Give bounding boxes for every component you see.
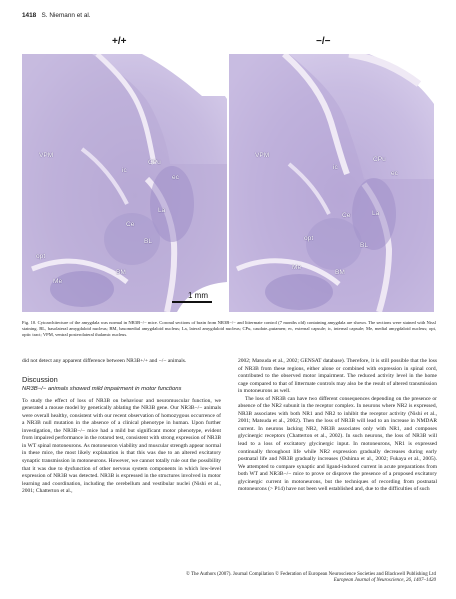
genotype-label-wildtype: +/+ (112, 36, 127, 47)
region-label-la: La (372, 210, 380, 217)
scale-bar-label: 1 mm (188, 291, 208, 300)
scale-bar (172, 301, 212, 303)
region-label-opt: opt (36, 253, 46, 260)
figure-number: Fig. 10. (22, 320, 37, 325)
paragraph: 2002; Matsuda et al., 2002; GENSAT database). Therefore, it is still possible that the loss of NR3B from these regions, either alone or combined with expression in spinal cord, contributed to the observed motor impairment. The reduced activity level in the home cage compared to that of littermate controls may also be the result of altered transmission in motoneurons as well. (238, 358, 437, 395)
page-number: 1418 (22, 12, 37, 19)
subsection-heading: NR3B−/− animals showed mild impairment in motor functions (22, 386, 182, 393)
running-header (22, 12, 91, 19)
region-label-ce: Ce (342, 212, 351, 219)
region-label-cpu: CPu (148, 159, 161, 166)
section-heading: Discussion (22, 374, 58, 384)
region-label-cpu: CPu (373, 156, 386, 163)
paragraph: The loss of NR3B can have two different consequences depending on the presence or absence of the NR2 subunit in the receptor complex. In neurons where NR2 is expressed, NR3B associates with both NR1 and NR2 to inhibit the receptor activity (Nishi et al., 2001; Matsuda et al., 2002). Then the loss of NR3B will lead to an increase in NMDAR current. In neurons lacking NR2, NR3B associates only with NR1, and composes glycinergic receptors (Chatterton et al., 2002). In such neurons, the loss of NR3B will lead to a loss of excitatory glycinergic input. In motoneurons, NR1 is expressed continually throughout life while NR2 expression gradually decreases during early postnatal life and NR3B gradually increases (Oshima et al., 2002; Fukaya et al., 2005). We attempted to compare synaptic and ligand-induced current in acute preparations from both WT and NR3B−/− mice to prove or disprove the presence of a proposed excitatory glycinergic current in motoneurons, but the techniques of recording from postnatal motoneurons (> P14) have not been well established and, due to the difficulties of such (238, 395, 437, 493)
region-label-ic: ic (122, 167, 127, 174)
journal-citation: European Journal of Neuroscience, 26, 1407–1420 (333, 578, 436, 584)
region-label-me: Me (292, 264, 302, 271)
paragraph: To study the effect of loss of NR3B on behaviour and neuromuscular function, we generated a mouse model by genetically ablating the NR3B gene. Our NR3B−/− animals were overall healthy, consistent with our recent observation of homozygous occurrence of a NR3B null mutation in the absence of a clinical phenotype in human. Upon further investigation, the NR3B−/− mice had a mild but significant motor phenotype, evident from impaired performance in the rotarod test, consistent with strong expression of NR3B in WT spinal motoneurons. As motoneuron viability and muscular strength appear normal in these mice, the most likely explanation is that this was due to an altered excitatory synaptic transmission in motoneurons. However, we cannot totally rule out the possibility that it was due to dysfunction of other nervous system components in which low-level expression of NR3B was detected. NR3B is expressed in the structures involved in motor learning and coordination, including the cerebellum and vestibular nuclei (Nishi et al., 2001; Chatterton et al., (22, 397, 221, 495)
caption-text: Cytoarchitecture of the amygdala was normal in NR3B−/− mice. Coronal sections of brain from NR3B−/− and littermate control (7 months old) containing amygdala are shown. The sections were stained with Nissl staining. BL, basolateral amygdaloid nucleus; BM, basomedial amygdaloid nucleus; La, lateral amygdaloid nucleus; CPu, caudate–putamen; ec, external capsule; ic, internal capsule; Me, medial amygdaloid nucleus; opt, optic tract; VPM, ventral posterolateral thalamic nucleus. (22, 320, 436, 337)
region-label-ec: ec (391, 170, 398, 177)
region-label-bl: BL (360, 242, 369, 249)
figure-caption (22, 320, 436, 338)
text-column-left (22, 358, 221, 496)
running-authors: S. Niemann et al. (41, 12, 91, 19)
region-label-ic: ic (333, 164, 338, 171)
region-label-ec: ec (172, 174, 179, 181)
region-label-vpm: VPM (39, 152, 54, 159)
copyright-line: © The Authors (2007). Journal Compilation © Federation of European Neuroscience Societies and Blackwell Publishing Ltd (186, 572, 436, 577)
region-label-la: La (158, 207, 166, 214)
region-label-me: Me (53, 278, 63, 285)
histology-panel-wildtype (22, 54, 227, 312)
region-label-vpm: VPM (255, 152, 270, 159)
histology-panel-knockout (229, 54, 434, 312)
region-label-bm: BM (116, 269, 126, 276)
text-column-right (238, 358, 437, 494)
nissl-section-knockout (229, 54, 434, 312)
genotype-label-knockout: −/− (316, 36, 331, 47)
page-footer (22, 572, 436, 585)
region-label-ce: Ce (126, 221, 135, 228)
region-label-bl: BL (144, 238, 153, 245)
region-label-opt: opt (304, 235, 314, 242)
region-label-bm: BM (335, 269, 345, 276)
paragraph-carryover: did not detect any apparent difference between NR3B+/+ and −/− animals. (22, 358, 187, 364)
